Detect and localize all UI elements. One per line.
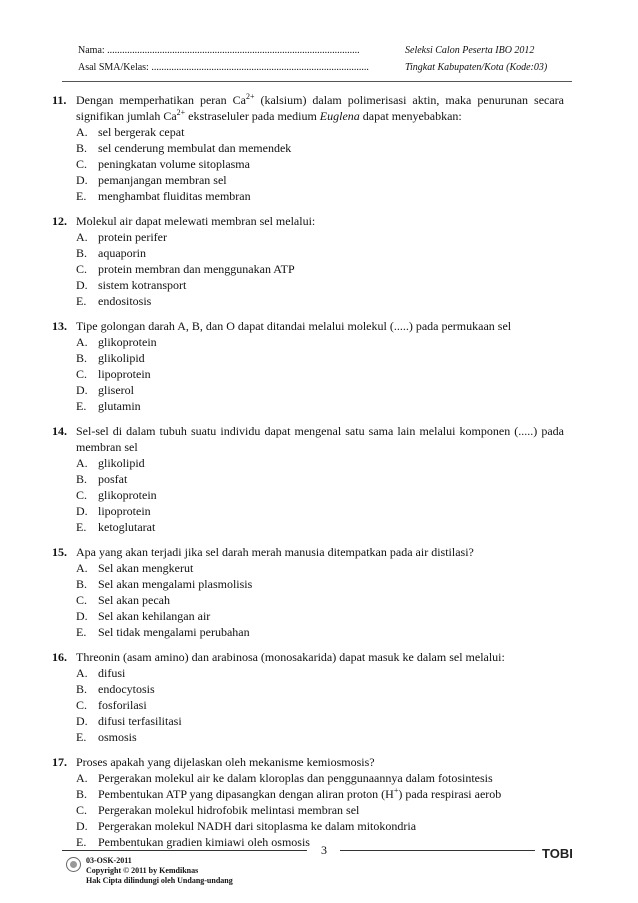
event-title: Seleksi Calon Peserta IBO 2012 [405, 45, 535, 56]
options-list [76, 455, 564, 535]
option-label: E. [76, 399, 87, 413]
question-number: 17. [52, 755, 67, 769]
option-text: sel bergerak cepat [98, 125, 185, 139]
option-text: glikoprotein [98, 335, 157, 349]
answer-option [76, 802, 564, 818]
option-label: E. [76, 730, 87, 744]
question-number: 11. [52, 93, 67, 107]
question-13 [52, 318, 564, 414]
answer-option [76, 503, 564, 519]
option-text: Pergerakan molekul air ke dalam kloroplas dan penggunaannya dalam fotosintesis [98, 771, 493, 785]
option-label: E. [76, 189, 87, 203]
option-label: B. [76, 682, 88, 696]
answer-option [76, 713, 564, 729]
option-label: B. [76, 472, 88, 486]
option-text: pemanjangan membran sel [98, 173, 227, 187]
option-text: sistem kotransport [98, 278, 187, 292]
answer-option [76, 519, 564, 535]
option-text-part: ) pada respirasi aerob [398, 787, 502, 801]
option-label: B. [76, 787, 88, 801]
stem-text: Dengan memperhatikan peran Ca [76, 93, 246, 107]
option-label: C. [76, 698, 88, 712]
rights-text: Hak Cipta dilindungi oleh Undang-undang [86, 876, 233, 885]
question-number: 12. [52, 214, 67, 228]
answer-option [76, 665, 564, 681]
option-text-part: Pembentukan ATP yang dipasangkan dengan aliran proton (H [98, 787, 394, 801]
answer-option [76, 608, 564, 624]
answer-option [76, 293, 564, 309]
option-text: endocytosis [98, 682, 155, 696]
option-text: aquaporin [98, 246, 146, 260]
options-list [76, 560, 564, 640]
option-text: osmosis [98, 730, 137, 744]
answer-option [76, 592, 564, 608]
option-label: A. [76, 666, 88, 680]
option-text: glikolipid [98, 456, 145, 470]
question-list [52, 92, 564, 859]
options-list [76, 124, 564, 204]
question-number: 15. [52, 545, 67, 559]
option-text: lipoprotein [98, 504, 151, 518]
option-text: glikoprotein [98, 488, 157, 502]
option-text: peningkatan volume sitoplasma [98, 157, 250, 171]
question-16 [52, 649, 564, 745]
option-text: Sel akan mengalami plasmolisis [98, 577, 253, 591]
option-text: difusi terfasilitasi [98, 714, 182, 728]
stem-text: ekstraseluler pada medium [185, 109, 320, 123]
tobi-logo-text: TOBI [542, 846, 573, 861]
footer-divider-left [62, 850, 307, 851]
option-label: D. [76, 383, 88, 397]
answer-option [76, 277, 564, 293]
option-text: Sel akan mengkerut [98, 561, 194, 575]
option-text: endositosis [98, 294, 152, 308]
answer-option [76, 471, 564, 487]
header-row-school [78, 62, 558, 79]
option-label: A. [76, 771, 88, 785]
answer-option [76, 697, 564, 713]
option-text: Pergerakan molekul hidrofobik melintasi membran sel [98, 803, 360, 817]
option-text: posfat [98, 472, 128, 486]
option-label: D. [76, 819, 88, 833]
option-label: C. [76, 262, 88, 276]
option-label: D. [76, 714, 88, 728]
superscript: 2+ [176, 108, 186, 117]
question-stem: Apa yang akan terjadi jika sel darah merah manusia ditempatkan pada air distilasi? [76, 545, 474, 559]
answer-option [76, 786, 564, 802]
option-label: D. [76, 173, 88, 187]
option-text: lipoprotein [98, 367, 151, 381]
option-label: B. [76, 577, 88, 591]
answer-option [76, 124, 564, 140]
ministry-emblem-icon [66, 857, 81, 872]
question-15 [52, 544, 564, 640]
superscript: 2+ [245, 92, 255, 101]
page-header [78, 45, 558, 79]
option-text: glutamin [98, 399, 141, 413]
options-list [76, 665, 564, 745]
answer-option [76, 560, 564, 576]
answer-option [76, 487, 564, 503]
answer-option [76, 818, 564, 834]
answer-option [76, 334, 564, 350]
option-text [98, 786, 501, 802]
school-field-label: Asal SMA/Kelas: ....................................................................................... [78, 62, 369, 73]
document-code: 03-OSK-2011 [86, 856, 132, 865]
answer-option [76, 245, 564, 261]
stem-text: (kalsium) dalam polimerisasi aktin, maka penurunan secara signifikan jumlah Ca [76, 93, 564, 123]
answer-option [76, 156, 564, 172]
option-text: sel cenderung membulat dan memendek [98, 141, 292, 155]
answer-option [76, 188, 564, 204]
option-text: Sel akan pecah [98, 593, 170, 607]
question-stem: Sel-sel di dalam tubuh suatu individu dapat mengenal satu sama lain melalui komponen (.....) pada membran sel [76, 424, 564, 454]
copyright-text: Copyright © 2011 by Kemdiknas [86, 866, 199, 875]
question-12 [52, 213, 564, 309]
option-label: A. [76, 125, 88, 139]
option-label: C. [76, 803, 88, 817]
option-label: E. [76, 835, 87, 849]
option-label: B. [76, 351, 88, 365]
header-row-name [78, 45, 558, 62]
question-17 [52, 754, 564, 850]
page-number: 3 [321, 843, 327, 857]
question-11 [52, 92, 564, 204]
answer-option [76, 770, 564, 786]
tobi-logo [541, 843, 577, 863]
option-label: E. [76, 294, 87, 308]
answer-option [76, 681, 564, 697]
question-number: 16. [52, 650, 67, 664]
answer-option [76, 382, 564, 398]
answer-option [76, 172, 564, 188]
option-label: E. [76, 625, 87, 639]
option-label: C. [76, 157, 88, 171]
question-14 [52, 423, 564, 535]
question-number: 14. [52, 424, 67, 438]
answer-option [76, 729, 564, 745]
header-divider [62, 81, 572, 82]
stem-text: dapat menyebabkan: [359, 109, 462, 123]
answer-option [76, 576, 564, 592]
option-text: menghambat fluiditas membran [98, 189, 251, 203]
answer-option [76, 350, 564, 366]
option-label: A. [76, 561, 88, 575]
answer-option [76, 624, 564, 640]
options-list [76, 334, 564, 414]
answer-option [76, 261, 564, 277]
question-stem: Tipe golongan darah A, B, dan O dapat ditandai melalui molekul (.....) pada permukaan sel [76, 319, 512, 333]
stem-italic-term: Euglena [319, 109, 360, 123]
question-number: 13. [52, 319, 67, 333]
question-stem: Proses apakah yang dijelaskan oleh mekanisme kemiosmosis? [76, 755, 375, 769]
option-label: A. [76, 230, 88, 244]
option-text: gliserol [98, 383, 134, 397]
option-text: protein perifer [98, 230, 167, 244]
option-text: ketoglutarat [98, 520, 156, 534]
option-text: glikolipid [98, 351, 145, 365]
option-label: A. [76, 335, 88, 349]
footer-divider-right [340, 850, 535, 851]
option-text: protein membran dan menggunakan ATP [98, 262, 295, 276]
options-list [76, 229, 564, 309]
option-label: D. [76, 278, 88, 292]
option-text: Sel tidak mengalami perubahan [98, 625, 250, 639]
option-label: E. [76, 520, 87, 534]
option-label: B. [76, 246, 88, 260]
option-text: Pembentukan gradien kimiawi oleh osmosis [98, 835, 310, 849]
name-field-label: Nama: ..................................................................................................... [78, 45, 360, 56]
option-text: fosforilasi [98, 698, 147, 712]
option-label: A. [76, 456, 88, 470]
question-stem: Molekul air dapat melewati membran sel melalui: [76, 214, 316, 228]
option-label: C. [76, 488, 88, 502]
option-text: Sel akan kehilangan air [98, 609, 211, 623]
option-label: D. [76, 609, 88, 623]
options-list [76, 770, 564, 850]
option-text: Pergerakan molekul NADH dari sitoplasma ke dalam mitokondria [98, 819, 417, 833]
option-label: D. [76, 504, 88, 518]
answer-option [76, 140, 564, 156]
option-label: C. [76, 367, 88, 381]
superscript: + [393, 786, 399, 795]
footer-credits [86, 856, 233, 886]
answer-option [76, 398, 564, 414]
answer-option [76, 229, 564, 245]
answer-option [76, 455, 564, 471]
option-label: C. [76, 593, 88, 607]
level-title: Tingkat Kabupaten/Kota (Kode:03) [405, 62, 548, 73]
question-stem [76, 92, 564, 124]
option-label: B. [76, 141, 88, 155]
question-stem: Threonin (asam amino) dan arabinosa (monosakarida) dapat masuk ke dalam sel melalui: [76, 650, 505, 664]
answer-option [76, 366, 564, 382]
option-text: difusi [98, 666, 126, 680]
